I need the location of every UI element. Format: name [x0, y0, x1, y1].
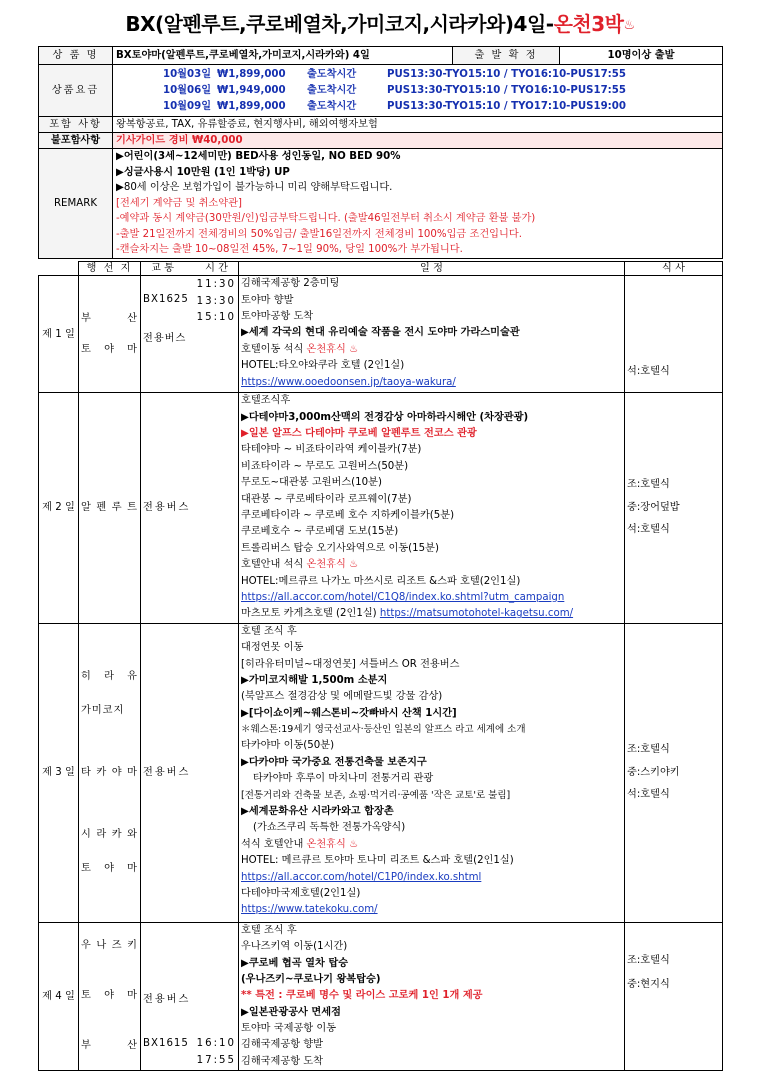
hotel-link[interactable]: https://all.accor.com/hotel/C1Q8/index.ko.shtml?utm_campaign — [241, 591, 565, 603]
itinerary-table — [38, 261, 723, 1071]
remark-item: -캔슬차지는 출발 10~08일전 45%, 7~1일 90%, 당일 100%가 부가됩니다. — [116, 244, 463, 256]
region-cell: 히 라 유 가미코지 타 카 야 마 시 라 카 와 토 야 마 — [79, 623, 141, 922]
price-label: 상품요금 — [39, 65, 113, 117]
day-label: 제 2 일 — [39, 393, 79, 623]
price-row: 10월03일 ₩1,899,000 출도착시간 PUS13:30-TYO15:10 / TYO16:10-PUS17:55 — [163, 68, 626, 80]
product-info-table — [38, 46, 723, 259]
day-label: 제 1 일 — [39, 276, 79, 393]
remark-item: ▶80세 이상은 보험가입이 불가능하니 미리 양해부탁드립니다. — [116, 182, 393, 194]
include-label: 포함 사항 — [39, 117, 113, 133]
remark-item: ▶싱글사용시 10만원 (1인 1박당) UP — [116, 166, 290, 178]
departure-label: 출 발 확 정 — [453, 47, 560, 65]
day-label: 제 3 일 — [39, 623, 79, 922]
day-row — [39, 276, 723, 393]
day-row — [39, 393, 723, 623]
remark-item: -예약과 동시 계약금(30만원/인)입금부탁드립니다. (출발46일전부터 취소시 계약금 환불 불가) — [116, 213, 536, 225]
price-row: 10월06일 ₩1,949,000 출도착시간 PUS13:30-TYO15:10 / TYO16:10-PUS17:55 — [163, 84, 626, 96]
hotel-link[interactable]: https://www.tatekoku.com/ — [241, 904, 378, 916]
day-row — [39, 922, 723, 1071]
schedule-cell: 호텔 조식 후 우나즈키역 이동(1시간) ▶쿠로베 협곡 열차 탑승 (우나즈키~쿠로나기 왕복탑승) ** 특전 : 쿠로베 명수 및 라이스 고로케 1인 1개 제공 ▶일본관광공사 면세점 토야마 국제공항 이동 김해국제공항 향발 김해국제공항 도착 — [239, 922, 625, 1071]
remark-list — [113, 149, 723, 259]
transport-cell: 전용버스 — [141, 393, 239, 623]
hotel-link[interactable]: https://www.ooedoonsen.jp/taoya-wakura/ — [241, 376, 456, 388]
include-value: 왕복항공료, TAX, 유류할증료, 현지행사비, 해외여행자보험 — [113, 117, 723, 133]
day-row — [39, 623, 723, 922]
price-list — [113, 65, 723, 117]
hot-spring-icon: ♨ — [623, 18, 635, 33]
schedule-cell: 호텔조식후 ▶다테야마3,000m산맥의 전경감상 아마하라시해안 (차장관광) ▶일본 알프스 다테야마 쿠로베 알펜루트 전코스 관광 타테야마 ~ 비죠타이라역 케이블카(7분) 비죠타이라 ~ 무로도 고원버스(50분) 무로도~대관봉 고원버스(10분) 대관봉 ~ 쿠로베타이라 로프웨이(7분) 쿠로베타이라 ~ 쿠로베 호수 지하케이블카(5분) 쿠로베호수 ~ 쿠로베댐 도보(15분) 트롤리버스 탑승 오기사와역으로 이동(15분) 호텔안내 석식 온천휴식 ♨ HOTEL:메르큐르 나가노 마쓰시로 리조트 &스파 호텔(2인1실) https://all.accor.com/hotel/C1Q8/index.ko.shtml?utm_campaign 마츠모토 카게츠호텔 (2인1실) https://matsumotohotel-kagetsu.com/ — [239, 393, 625, 623]
remark-label: REMARK — [39, 149, 113, 259]
transport-time-cell: BX1625 전용버스 11:30 13:30 15:10 — [141, 276, 239, 393]
exclude-label: 불포함사항 — [39, 133, 113, 149]
region-cell: 우 나 즈 키 토 야 마 부 산 — [79, 922, 141, 1071]
region-cell: 알 펜 루 트 — [79, 393, 141, 623]
meal-cell: 조:호텔식 중:장어덮밥 석:호텔식 — [625, 393, 723, 623]
region-cell: 부 산 토 야 마 — [79, 276, 141, 393]
product-label: 상 품 명 — [39, 47, 113, 65]
exclude-value: 기사가이드 경비 ₩40,000 — [113, 133, 723, 149]
meal-cell: 조:호텔식 중:현지식 — [625, 922, 723, 1071]
col-region: 행 선 지 — [79, 262, 141, 276]
hotel-link[interactable]: https://matsumotohotel-kagetsu.com/ — [379, 608, 574, 620]
schedule-cell: 김해국제공항 2층미팅 토야마 향발 토야마공항 도착 ▶세계 각국의 현대 유리예술 작품을 전시 도야마 가라스미술관 호텔이동 석식 온천휴식 ♨ HOTEL:타오야와쿠라 호텔 (2인1실) https://www.ooedoonsen.jp/taoya-wakura/ — [239, 276, 625, 393]
col-meal: 식 사 — [625, 262, 723, 276]
transport-time-cell: 전용버스 BX1615 16:10 17:55 — [141, 922, 239, 1071]
day-label: 제 4 일 — [39, 922, 79, 1071]
page-title: BX(알펜루트,쿠로베열차,가미코지,시라카와)4일-온천3박♨ — [125, 12, 635, 36]
remark-item: [전세기 계약금 및 취소약관] — [116, 197, 242, 209]
transport-cell: 전용버스 — [141, 623, 239, 922]
remark-item: ▶어린이(3세~12세미만) BED사용 성인동일, NO BED 90% — [116, 151, 401, 163]
meal-cell: 조:호텔식 중:스키야키 석:호텔식 — [625, 623, 723, 922]
schedule-cell: 호텔 조식 후 대정연못 이동 [히라유터미널~대정연못] 셔틀버스 OR 전용버스 ▶가미코지해발 1,500m 소분지 (북알프스 절경감상 및 에메랄드빛 강물 감상) ▶[다이쇼이케~웨스톤비~갓빠바시 산책 1시간] ＊웨스톤:19세기 영국선교사·등산인 일본의 알프스 라고 세계에 소개 타카야마 이동(50분) ▶다카야마 국가중요 전통건축물 보존지구 타카야마 후루이 마치나미 전통거리 관광 [전통거리와 건축물 보존, 쇼핑·먹거리·공예품 '작은 교토'로 불림] ▶세계문화유산 시라카와고 합장촌 (가쇼즈쿠리 독특한 전통가옥양식) 석식 호텔안내 온천휴식 ♨ HOTEL: 메르큐르 토야마 토나미 리조트 &스파 호텔(2인1실) https://all.accor.com/hotel/C1P0/index.ko.shtml 다테야마국제호텔(2인1실) https://www.tatekoku.com/ — [239, 623, 625, 922]
price-row: 10월09일 ₩1,899,000 출도착시간 PUS13:30-TYO15:10 / TYO17:10-PUS19:00 — [163, 100, 626, 112]
remark-item: -출발 21일전까지 전체경비의 50%입금/ 출발16일전까지 전체경비 100%입금 조건입니다. — [116, 228, 522, 240]
col-transport-time: 교 통 시 간 — [141, 262, 239, 276]
product-name: BX토야마(알펜루트,쿠로베열차,가미코지,시라카와) 4일 — [113, 47, 453, 65]
col-schedule: 일 정 — [239, 262, 625, 276]
departure-value: 10명이상 출발 — [560, 47, 723, 65]
meal-cell: 석:호텔식 — [625, 276, 723, 393]
hotel-link[interactable]: https://all.accor.com/hotel/C1P0/index.ko.shtml — [241, 871, 482, 883]
